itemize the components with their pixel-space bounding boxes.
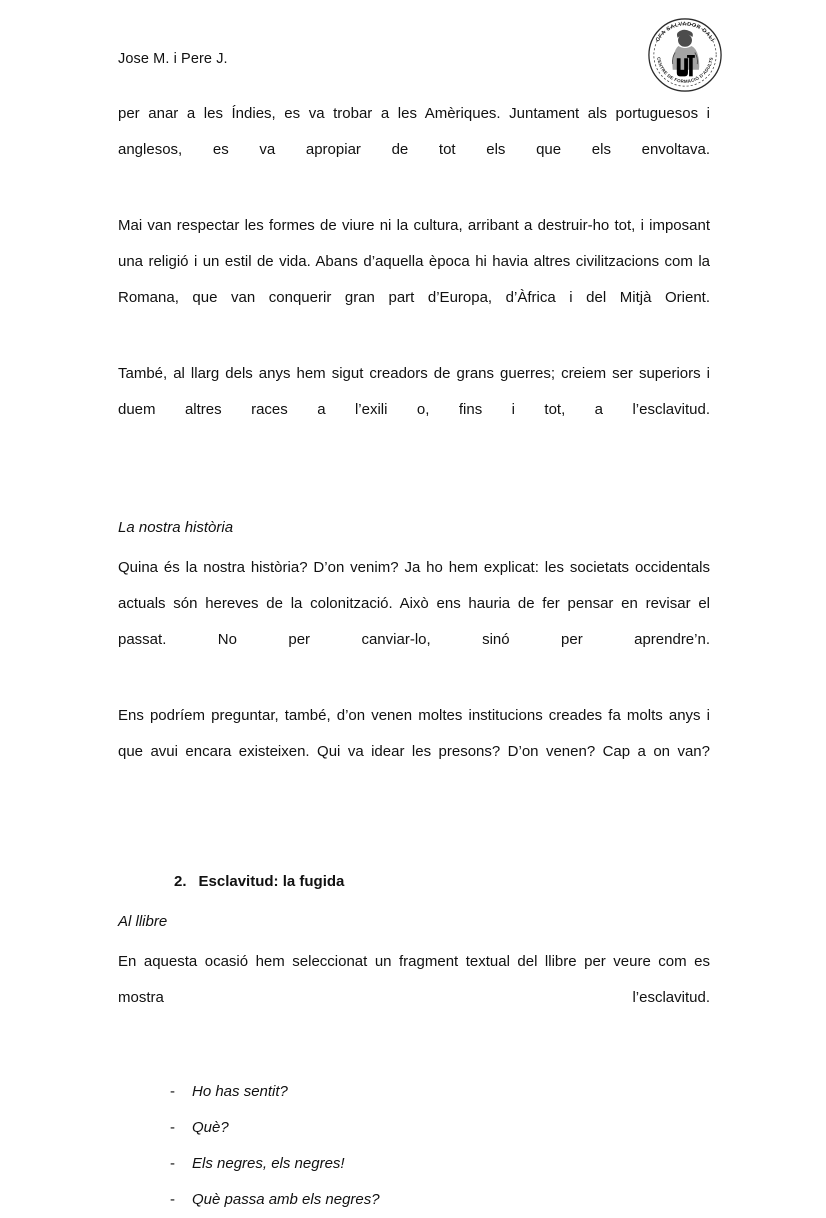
- page-header: [0, 0, 826, 96]
- seal-top-text: CFA SALVADOR DALÍ: [654, 21, 716, 43]
- dash-bullet: -: [170, 1191, 175, 1208]
- header-author-name: Jose M. i Pere J.: [118, 51, 228, 67]
- seal-bottom-text: CENTRE DE FORMACIÓ D'ADULTS: [656, 56, 714, 84]
- dash-bullet: -: [170, 1155, 175, 1172]
- section-spacer: [118, 464, 710, 510]
- dialogue-line: Què passa amb els negres?: [192, 1191, 380, 1208]
- dialogue-list: [118, 1074, 710, 1218]
- seal-icon: [644, 14, 726, 96]
- document-body: [118, 96, 710, 1218]
- list-item: [118, 1146, 710, 1182]
- section-number: 2.: [174, 873, 187, 890]
- paragraph-institutions-prisons: Ens podríem preguntar, també, d’on venen moltes institucions creades fa molts anys i que avui encara existeixen. Qui va idear les presons? D’on venen? Cap a on van?: [118, 707, 710, 760]
- paragraph-our-history: Quina és la nostra història? D’on venim? Ja ho hem explicat: les societats occidentals actuals són hereves de la colonització. Això ens hauria de fer pensar en revisar el passat. No per canviar-lo, sinó per aprendre’n.: [118, 559, 710, 648]
- paragraph-cultures-destroyed: Mai van respectar les formes de viure ni la cultura, arribant a destruir-ho tot, i imposant una religió i un estil de vida. Abans d’aquella època hi havia altres civilitzacions com la Romana, que van conquerir gran part d’Europa, d’Àfrica i del Mitjà Orient.: [118, 217, 710, 306]
- section-spacer: [118, 806, 710, 864]
- list-item: [118, 1074, 710, 1110]
- subheading-al-llibre: Al llibre: [118, 913, 168, 930]
- subheading-la-nostra-historia: La nostra història: [118, 519, 234, 536]
- section-heading-2: [118, 864, 710, 900]
- paragraph-book-excerpt-intro: En aquesta ocasió hem seleccionat un fragment textual del llibre per veure com es mostra l’esclavitud.: [118, 953, 710, 1006]
- list-item: [118, 1110, 710, 1146]
- paragraph-spacer: [118, 1052, 710, 1074]
- paragraph-continuation-colonization: per anar a les Índies, es va trobar a les Amèriques. Juntament als portuguesos i anglesos, es va apropiar de tot els que els envoltava.: [118, 105, 710, 158]
- dialogue-line: Què?: [192, 1119, 229, 1136]
- dash-bullet: -: [170, 1083, 175, 1100]
- dialogue-line: Ho has sentit?: [192, 1083, 288, 1100]
- paragraph-wars-and-slavery: També, al llarg dels anys hem sigut creadors de grans guerres; creiem ser superiors i duem altres races a l’exili o, fins i tot, a l’esclavitud.: [118, 365, 710, 418]
- school-seal-logo: [644, 14, 726, 96]
- dialogue-line: Els negres, els negres!: [192, 1155, 345, 1172]
- dash-bullet: -: [170, 1119, 175, 1136]
- list-item: [118, 1182, 710, 1218]
- section-title: Esclavitud: la fugida: [198, 873, 345, 890]
